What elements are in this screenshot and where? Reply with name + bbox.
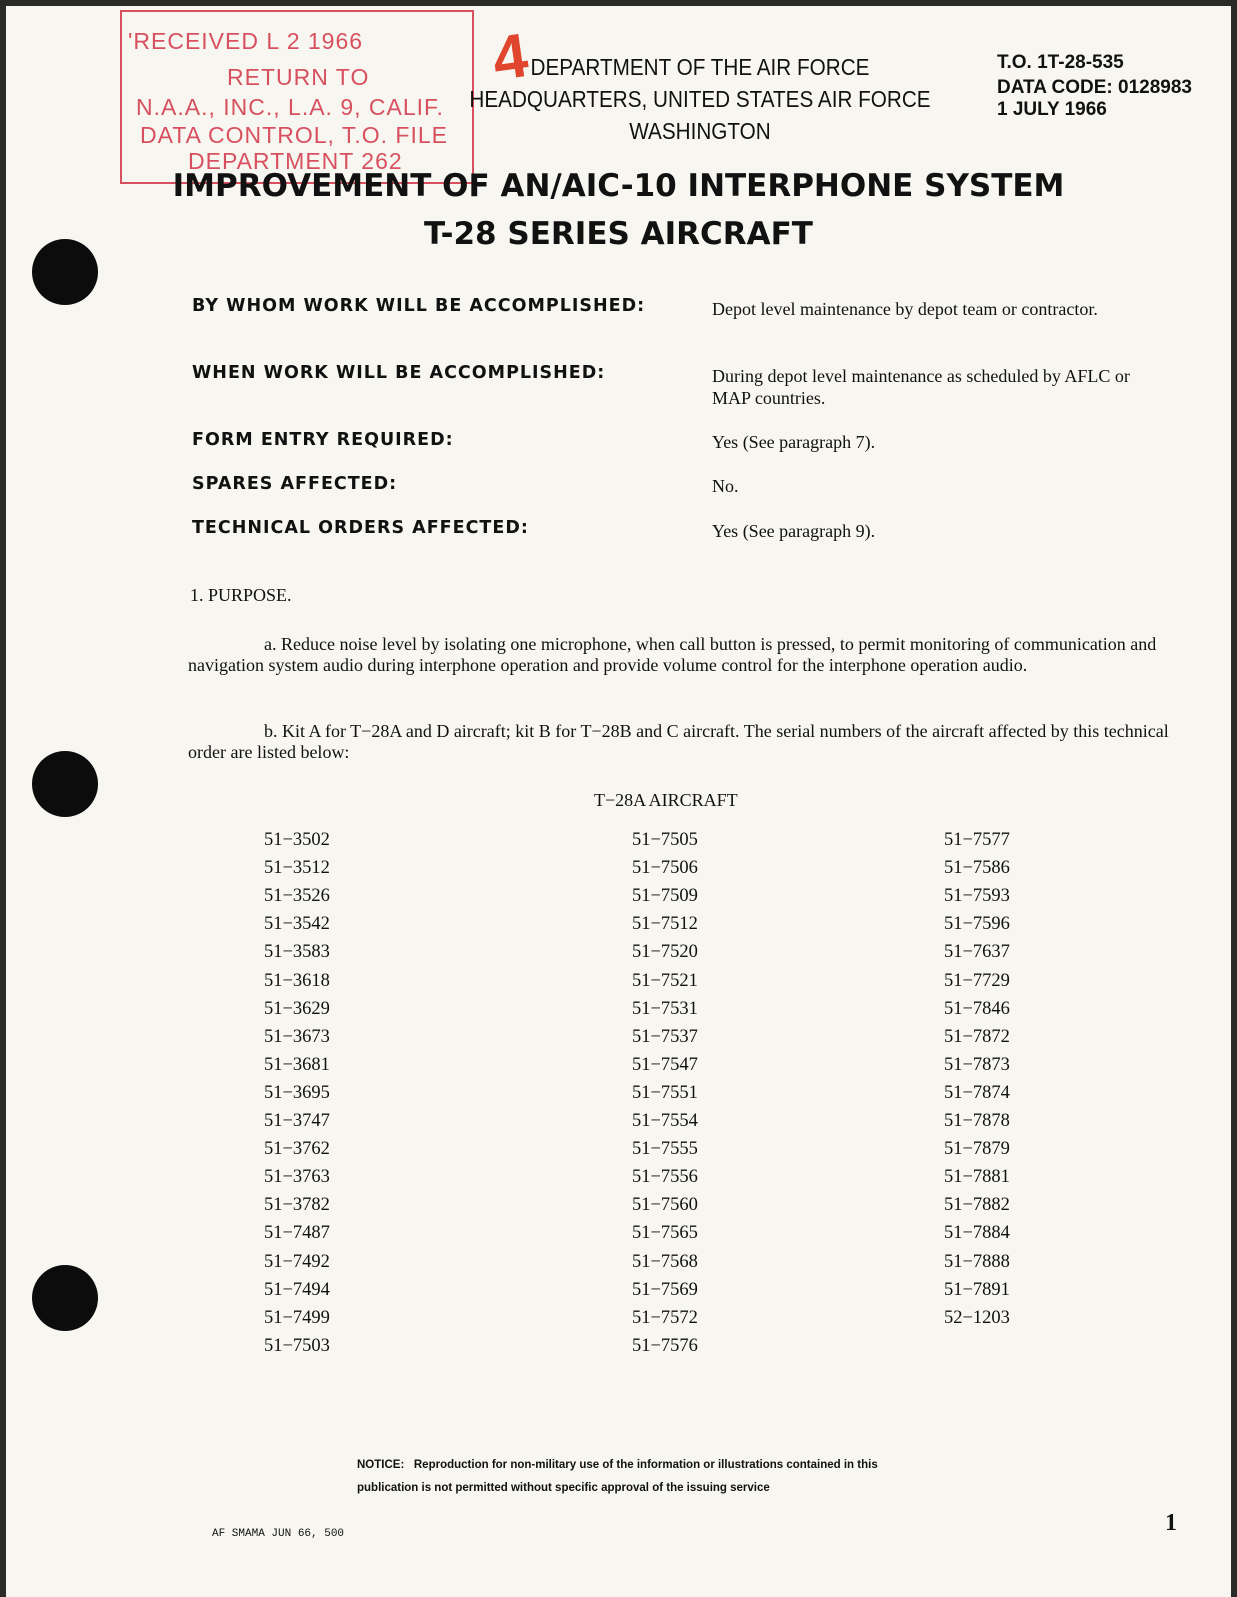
- serial-number: 51−7873: [944, 1054, 1010, 1075]
- serials-heading: T−28A AIRCRAFT: [594, 790, 738, 810]
- serial-number: 51−3618: [264, 970, 330, 991]
- serial-number: 51−7521: [632, 970, 698, 991]
- section-heading: 1. PURPOSE.: [190, 585, 292, 605]
- notice-line-2: publication is not permitted without specific approval of the issuing service: [357, 1482, 770, 1494]
- serial-number: 51−7874: [944, 1082, 1010, 1103]
- serial-number: 51−7879: [944, 1139, 1010, 1160]
- serial-number: 51−7729: [944, 970, 1010, 991]
- serial-number: 51−3681: [264, 1054, 330, 1075]
- serial-number: 51−3673: [264, 1026, 330, 1047]
- stamp-line: N.A.A., INC., L.A. 9, CALIF.: [136, 94, 444, 120]
- summary-value: Yes (See paragraph 9).: [712, 521, 876, 541]
- binder-hole: [32, 751, 98, 817]
- data-code: DATA CODE: 0128983: [997, 77, 1192, 98]
- serial-number: 51−7506: [632, 858, 698, 879]
- paragraph-b: b. Kit A for T−28A and D aircraft; kit B for T−28B and C aircraft. The serial numbers of the aircraft affected by this technical order are listed below:: [188, 721, 1169, 762]
- summary-label: SPARES AFFECTED:: [192, 474, 398, 494]
- serial-number: 51−3763: [264, 1167, 330, 1188]
- serial-number: 51−7551: [632, 1082, 698, 1103]
- serial-number: 51−7572: [632, 1307, 698, 1328]
- serial-number: 51−7888: [944, 1251, 1010, 1272]
- handwritten-annotation: 4: [488, 20, 533, 95]
- serial-number: 51−7576: [632, 1335, 698, 1356]
- serial-number: 51−7487: [264, 1223, 330, 1244]
- print-imprint: AF SMAMA JUN 66, 500: [212, 1528, 345, 1540]
- serial-number: 51−3502: [264, 830, 330, 850]
- serial-number: 51−7577: [944, 830, 1010, 850]
- summary-label: FORM ENTRY REQUIRED:: [192, 430, 454, 450]
- to-number: T.O. 1T-28-535: [997, 52, 1124, 73]
- serial-number: 51−3512: [264, 858, 330, 879]
- summary-label: TECHNICAL ORDERS AFFECTED:: [192, 518, 529, 538]
- document-title: IMPROVEMENT OF AN/AIC-10 INTERPHONE SYSTEM: [172, 168, 1065, 204]
- serial-number: 51−7560: [632, 1195, 698, 1216]
- serial-number: 51−7503: [264, 1335, 330, 1356]
- serial-number: 51−7637: [944, 942, 1010, 963]
- serial-number: 51−7593: [944, 886, 1010, 907]
- serial-number: 52−1203: [944, 1307, 1010, 1328]
- serial-number: 51−3747: [264, 1111, 330, 1131]
- serial-number: 51−7568: [632, 1251, 698, 1272]
- serial-number: 51−7586: [944, 858, 1010, 879]
- serial-number: 51−7494: [264, 1279, 330, 1300]
- serial-number: 51−7891: [944, 1279, 1010, 1300]
- binder-hole: [32, 1265, 98, 1331]
- paragraph-a: a. Reduce noise level by isolating one microphone, when call button is pressed, to permit monitoring of communication and navigation system audio during interphone operation and provide volume control for the interphone operation audio.: [188, 634, 1157, 675]
- stamp-line: DATA CONTROL, T.O. FILE: [140, 122, 448, 148]
- serial-number: 51−7509: [632, 886, 698, 907]
- serial-number: 51−7547: [632, 1054, 698, 1075]
- serial-number: 51−7505: [632, 830, 698, 850]
- serial-number: 51−7556: [632, 1167, 698, 1188]
- serial-number: 51−3526: [264, 886, 330, 907]
- serial-number: 51−3583: [264, 942, 330, 963]
- serial-number: 51−7884: [944, 1223, 1010, 1244]
- summary-value: Depot level maintenance by depot team or contractor.: [712, 299, 1098, 319]
- summary-value: During depot level maintenance as scheduled by AFLC or MAP countries.: [712, 366, 1130, 408]
- serial-number: 51−3762: [264, 1139, 330, 1160]
- serial-number: 51−7537: [632, 1026, 698, 1047]
- serial-number: 51−7531: [632, 998, 698, 1019]
- page-number: 1: [1165, 1510, 1177, 1536]
- serial-number: 51−7565: [632, 1223, 698, 1244]
- serial-number: 51−7846: [944, 998, 1010, 1019]
- serial-number: 51−7492: [264, 1251, 330, 1272]
- summary-value: Yes (See paragraph 7).: [712, 432, 876, 452]
- serial-number: 51−7512: [632, 914, 698, 935]
- org-line: HEADQUARTERS, UNITED STATES AIR FORCE: [469, 86, 931, 112]
- issue-date: 1 JULY 1966: [997, 99, 1107, 120]
- summary-label: WHEN WORK WILL BE ACCOMPLISHED:: [192, 363, 606, 383]
- serial-number: 51−7882: [944, 1195, 1010, 1216]
- received-stamp: [120, 10, 474, 184]
- serial-number: 51−7872: [944, 1026, 1010, 1047]
- document-subtitle: T-28 SERIES AIRCRAFT: [424, 216, 813, 252]
- serial-number: 51−3542: [264, 914, 330, 935]
- notice-line-1: [357, 1459, 878, 1471]
- serial-number: 51−7878: [944, 1111, 1010, 1131]
- org-line: DEPARTMENT OF THE AIR FORCE: [530, 54, 870, 80]
- stamp-line: 'RECEIVED L 2 1966: [128, 28, 364, 54]
- serial-number: 51−7499: [264, 1307, 330, 1328]
- notice-text: Reproduction for non-military use of the information or illustrations contained in this: [413, 1459, 878, 1471]
- serial-number: 51−7555: [632, 1139, 698, 1160]
- notice-label: NOTICE:: [357, 1459, 405, 1471]
- serial-number: 51−7569: [632, 1279, 698, 1300]
- serial-number: 51−7881: [944, 1167, 1010, 1188]
- serial-number: 51−7520: [632, 942, 698, 963]
- serial-number: 51−7554: [632, 1111, 698, 1131]
- serial-number: 51−3782: [264, 1195, 330, 1216]
- summary-value: No.: [712, 476, 739, 496]
- stamp-line: DEPARTMENT 262: [188, 148, 403, 174]
- serial-number: 51−3695: [264, 1082, 330, 1103]
- summary-label: BY WHOM WORK WILL BE ACCOMPLISHED:: [192, 296, 646, 316]
- serial-number: 51−7596: [944, 914, 1010, 935]
- serial-number: 51−3629: [264, 998, 330, 1019]
- stamp-line: RETURN TO: [227, 64, 370, 90]
- org-line: WASHINGTON: [629, 118, 771, 144]
